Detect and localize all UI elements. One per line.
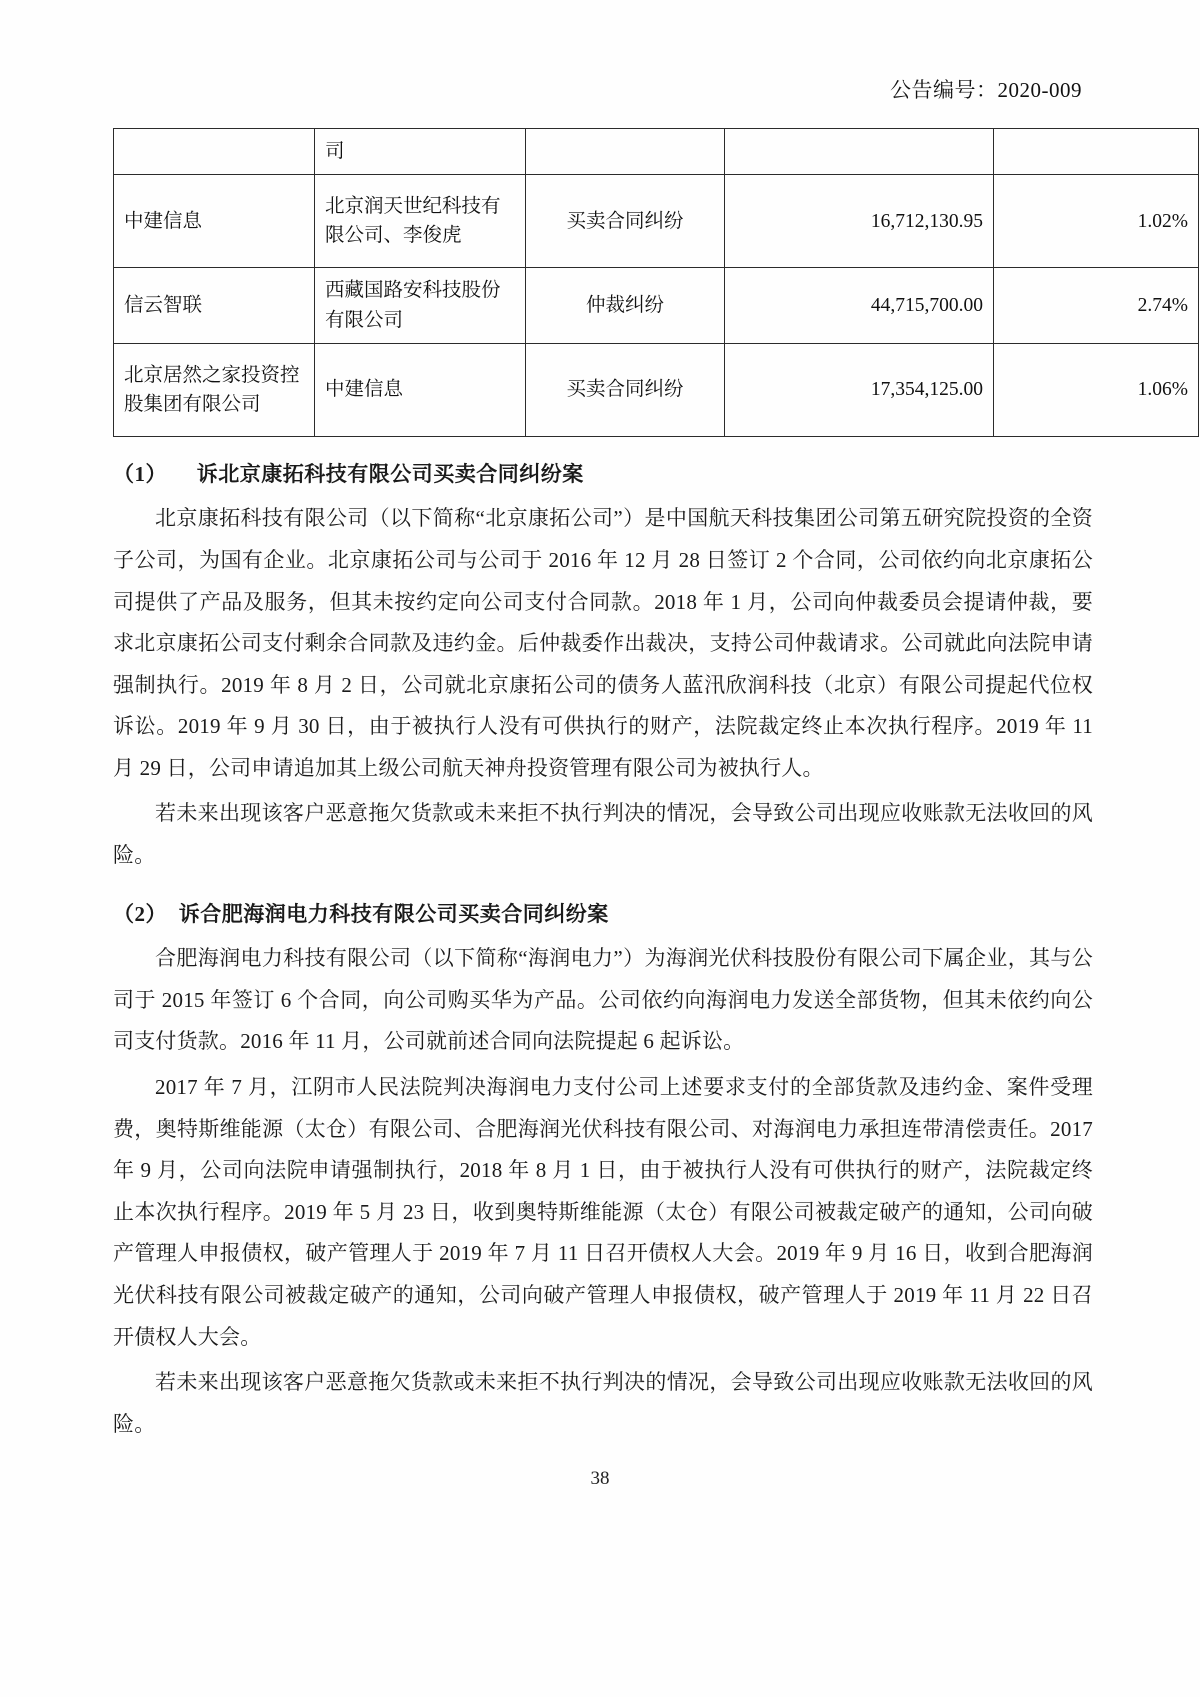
section-heading-1 xyxy=(113,457,1093,493)
cell-amount: 44,715,700.00 xyxy=(725,268,994,344)
cell-case-type: 买卖合同纠纷 xyxy=(526,343,725,436)
section-number: （1） xyxy=(113,461,167,486)
cell-case-type xyxy=(526,129,725,175)
table-row xyxy=(114,343,1199,436)
page-number: 38 xyxy=(590,1468,610,1489)
paragraph: 若未来出现该客户恶意拖欠货款或未来拒不执行判决的情况，会导致公司出现应收账款无法收回的风险。 xyxy=(113,801,1093,868)
litigation-table xyxy=(113,128,1199,437)
table-row xyxy=(114,129,1199,175)
cell-plaintiff: 北京居然之家投资控股集团有限公司 xyxy=(114,343,315,436)
cell-plaintiff: 中建信息 xyxy=(114,175,315,268)
cell-ratio xyxy=(994,129,1199,175)
table-row xyxy=(114,175,1199,268)
cell-case-type: 仲裁纠纷 xyxy=(526,268,725,344)
paragraph: 若未来出现该客户恶意拖欠货款或未来拒不执行判决的情况，会导致公司出现应收账款无法收回的风险。 xyxy=(113,1370,1093,1436)
paragraph: 北京康拓科技有限公司（以下简称“北京康拓公司”）是中国航天科技集团公司第五研究院投资的全资子公司，为国有企业。北京康拓公司与公司于 2016 年 12 月 28 日签订 2 个合同，公司依约向北京康拓公司提供了产品及服务，但其未按约定向公司支付合同款。2018 年 1 月，公司向仲裁委员会提请仲裁，要求北京康拓公司支付剩余合同款及违约金。后仲裁委作出裁决，支持公司仲裁请求。公司就此向法院申请强制执行。2019 年 8 月 2 日，公司就北京康拓公司的债务人蓝汛欣润科技（北京）有限公司提起代位权诉讼。2019 年 9 月 30 日，由于被执行人没有可供执行的财产，法院裁定终止本次执行程序。2019 年 11 月 29 日，公司申请追加其上级公司航天神舟投资管理有限公司为被执行人。 xyxy=(113,506,1093,780)
cell-defendant: 司 xyxy=(315,129,526,175)
cell-ratio: 1.06% xyxy=(994,343,1199,436)
section-heading-2 xyxy=(113,897,1093,933)
cell-defendant: 西藏国路安科技股份有限公司 xyxy=(315,268,526,344)
section-title: 诉北京康拓科技有限公司买卖合同纠纷案 xyxy=(196,461,584,486)
section-number: （2） xyxy=(113,901,167,926)
cell-plaintiff xyxy=(114,129,315,175)
cell-defendant: 北京润天世纪科技有限公司、李俊虎 xyxy=(315,175,526,268)
cell-amount: 17,354,125.00 xyxy=(725,343,994,436)
cell-case-type: 买卖合同纠纷 xyxy=(526,175,725,268)
paragraph: 2017 年 7 月，江阴市人民法院判决海润电力支付公司上述要求支付的全部货款及违约金、案件受理费，奥特斯维能源（太仓）有限公司、合肥海润光伏科技有限公司、对海润电力承担连带清偿责任。2017 年 9 月，公司向法院申请强制执行，2018 年 8 月 1 日，由于被执行人没有可供执行的财产，法院裁定终止本次执行程序。2019 年 5 月 23 日，收到奥特斯维能源（太仓）有限公司被裁定破产的通知，公司向破产管理人申报债权，破产管理人于 2019 年 7 月 11 日召开债权人大会。2019 年 9 月 16 日，收到合肥海润光伏科技有限公司被裁定破产的通知，公司向破产管理人申报债权，破产管理人于 2019 年 11 月 22 日召开债权人大会。 xyxy=(113,1075,1093,1349)
page-header-announcement-number: 公告编号：2020-009 xyxy=(890,78,1082,102)
cell-defendant: 中建信息 xyxy=(315,343,526,436)
cell-ratio: 2.74% xyxy=(994,268,1199,344)
paragraph: 合肥海润电力科技有限公司（以下简称“海润电力”）为海润光伏科技股份有限公司下属企业，其与公司于 2015 年签订 6 个合同，向公司购买华为产品。公司依约向海润电力发送全部货物，但其未依约向公司支付货款。2016 年 11 月，公司就前述合同向法院提起 6 起诉讼。 xyxy=(113,946,1093,1054)
cell-ratio: 1.02% xyxy=(994,175,1199,268)
table-row xyxy=(114,268,1199,344)
cell-plaintiff: 信云智联 xyxy=(114,268,315,344)
page-content xyxy=(113,128,1188,1449)
cell-amount: 16,712,130.95 xyxy=(725,175,994,268)
section-title: 诉合肥海润电力科技有限公司买卖合同纠纷案 xyxy=(178,901,609,926)
cell-amount xyxy=(725,129,994,175)
